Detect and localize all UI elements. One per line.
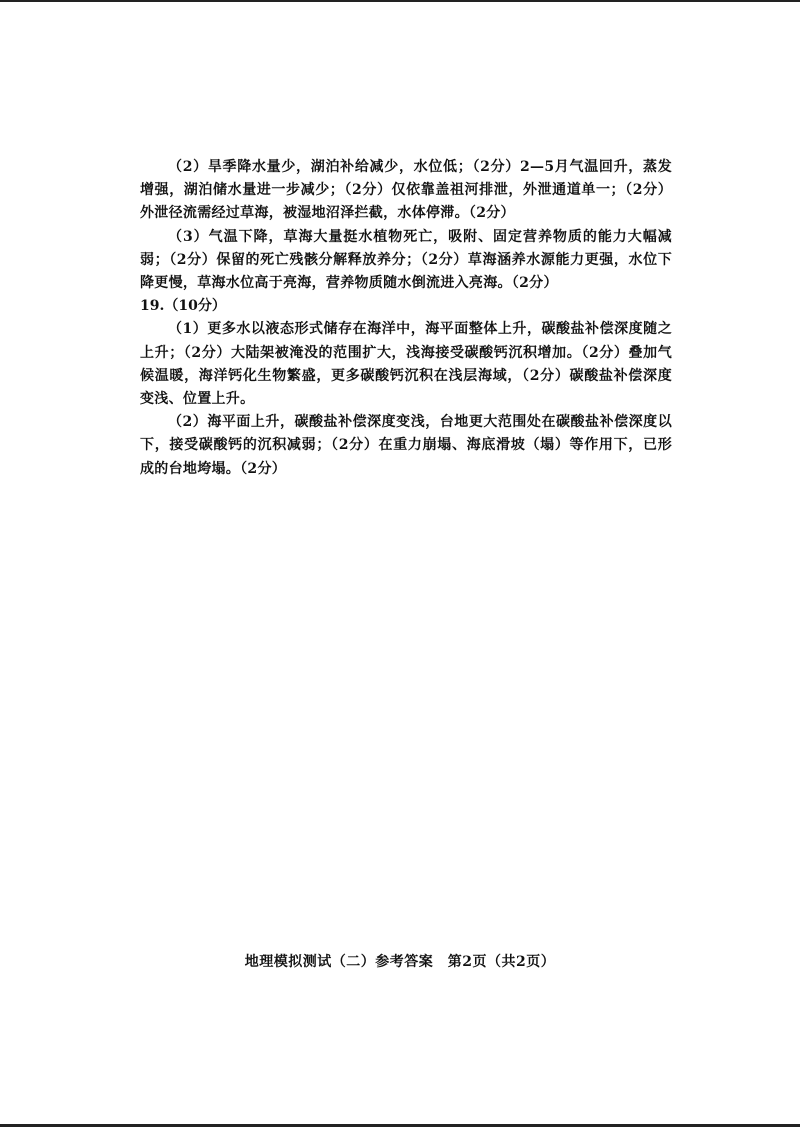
q19-part2-answer: （2）海平面上升，碳酸盐补偿深度变浅，台地更大范围处在碳酸盐补偿深度以下，接受碳酸钙的沉积减弱；（2分）在重力崩塌、海底滑坡（塌）等作用下，已形成的台地垮塌。（2分） [140, 414, 672, 477]
q18-part3-answer: （3）气温下降，草海大量挺水植物死亡，吸附、固定营养物质的能力大幅减弱；（2分）保留的死亡残骸分解释放养分；（2分）草海涵养水源能力更强，水位下降更慢，草海水位高于亮海，营养物质随水倒流进入亮海。（2分） [140, 228, 672, 292]
q19-heading: 19.（10分） [140, 298, 226, 315]
q18-part2-answer: （2）旱季降水量少，湖泊补给减少，水位低；（2分）2—5月气温回升，蒸发增强，湖泊储水量进一步减少；（2分）仅依靠盖祖河排泄，外泄通道单一；（2分）外泄径流需经过草海，被湿地沼泽拦截，水体停滞。（2分） [140, 159, 672, 222]
q19-part1-answer: （1）更多水以液态形式储存在海洋中，海平面整体上升，碳酸盐补偿深度随之上升；（2分）大陆架被淹没的范围扩大，浅海接受碳酸钙沉积增加。（2分）叠加气候温暖，海洋钙化生物繁盛，更多碳酸钙沉积在浅层海域，（2分）碳酸盐补偿深度变浅、位置上升。 [140, 321, 672, 408]
answer-content [140, 156, 672, 481]
top-border-line [0, 0, 800, 2]
page-footer: 地理模拟测试（二）参考答案 第2页（共2页） [244, 954, 556, 970]
bottom-border-line [0, 1124, 800, 1127]
